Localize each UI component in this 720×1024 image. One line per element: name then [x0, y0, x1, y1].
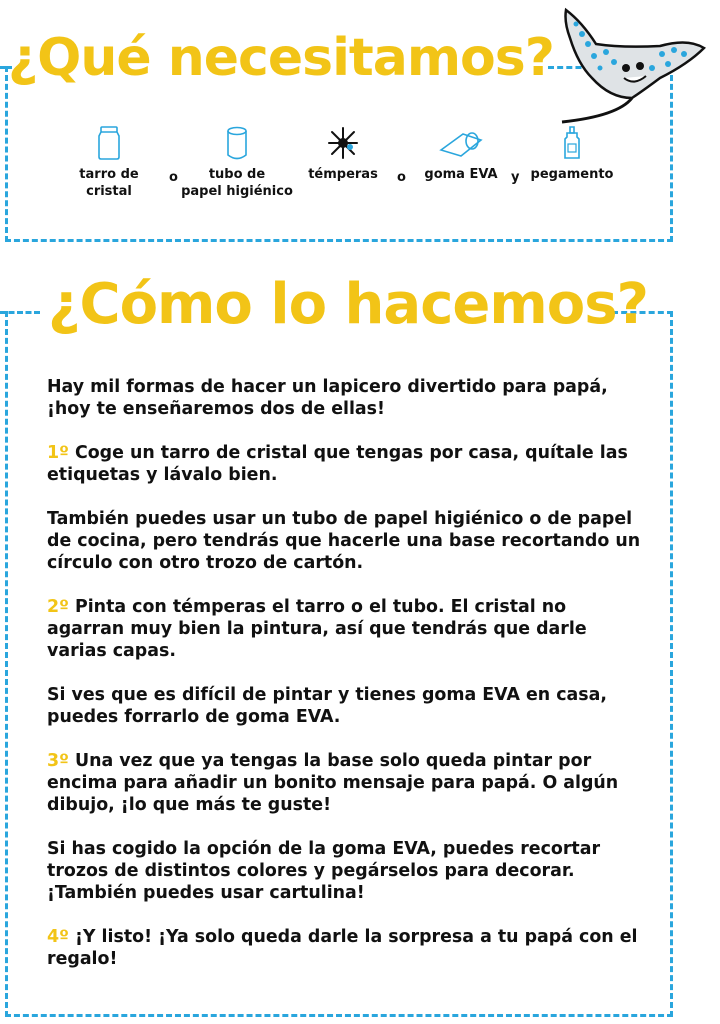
- stingray-illustration: [548, 4, 708, 134]
- paragraph-text: Una vez que ya tengas la base solo queda pintar por encima para añadir un bonito mensaje para papá. O algún dibujo, ¡lo que más te guste!: [47, 751, 619, 815]
- paragraph-intro: [47, 376, 647, 420]
- paragraph-text: Si ves que es difícil de pintar y tienes goma EVA en casa, puedes forrarlo de goma EVA.: [47, 685, 607, 727]
- instructions-title: ¿Cómo lo hacemos?: [48, 272, 649, 337]
- material-paper-tube: [178, 126, 296, 200]
- material-tube-line1: tubo de: [208, 167, 266, 182]
- material-paint: [304, 126, 382, 183]
- paragraph-step-2: [47, 596, 647, 662]
- foam-roll-icon: [439, 126, 483, 160]
- paper-tube-icon: [226, 126, 248, 160]
- instructions-text: [47, 376, 647, 992]
- material-jar-line1: tarro de: [79, 167, 139, 182]
- paragraph-text: Pinta con témperas el tarro o el tubo. El cristal no agarran muy bien la pintura, así que tendrás que darle varias capas.: [47, 597, 587, 661]
- material-glue-line1: pegamento: [530, 167, 614, 182]
- paragraph-alt-tube: [47, 508, 647, 574]
- paragraph-text: También puedes usar un tubo de papel higiénico o de papel de cocina, pero tendrás que hacerle una base recortando un círculo con otro trozo de cartón.: [47, 509, 641, 573]
- paragraph-text: Hay mil formas de hacer un lapicero divertido para papá, ¡hoy te enseñaremos dos de ellas!: [47, 377, 608, 419]
- paragraph-step-4: [47, 926, 647, 970]
- connector-or-2: o: [397, 170, 406, 185]
- connector-and: y: [511, 170, 520, 185]
- materials-title: ¿Qué necesitamos?: [8, 28, 554, 88]
- paragraph-text: Coge un tarro de cristal que tengas por casa, quítale las etiquetas y lávalo bien.: [47, 443, 628, 485]
- paragraph-step-3: [47, 750, 647, 816]
- paragraph-text: Si has cogido la opción de la goma EVA, puedes recortar trozos de distintos colores y pegárselos para decorar. ¡También puedes usar cartulina!: [47, 839, 601, 903]
- step-number: 2º: [47, 597, 69, 617]
- material-paint-line1: témperas: [308, 167, 378, 182]
- instructions-frame-top-left: [0, 311, 40, 314]
- paint-splash-icon: [326, 126, 360, 160]
- material-glue: [525, 126, 619, 183]
- jar-icon: [96, 126, 122, 160]
- paragraph-text: ¡Y listo! ¡Ya solo queda darle la sorpresa a tu papá con el regalo!: [47, 927, 638, 969]
- step-number: 1º: [47, 443, 69, 463]
- step-number: 3º: [47, 751, 69, 771]
- material-eva-foam: [421, 126, 501, 183]
- connector-or-1: o: [169, 170, 178, 185]
- paragraph-step-1: [47, 442, 647, 486]
- step-number: 4º: [47, 927, 69, 947]
- material-tube-line2: papel higiénico: [181, 184, 293, 199]
- material-jar: [68, 126, 150, 200]
- material-jar-line2: cristal: [86, 184, 132, 199]
- material-eva-line1: goma EVA: [424, 167, 498, 182]
- paragraph-alt-eva: [47, 684, 647, 728]
- paragraph-alt-decor: [47, 838, 647, 904]
